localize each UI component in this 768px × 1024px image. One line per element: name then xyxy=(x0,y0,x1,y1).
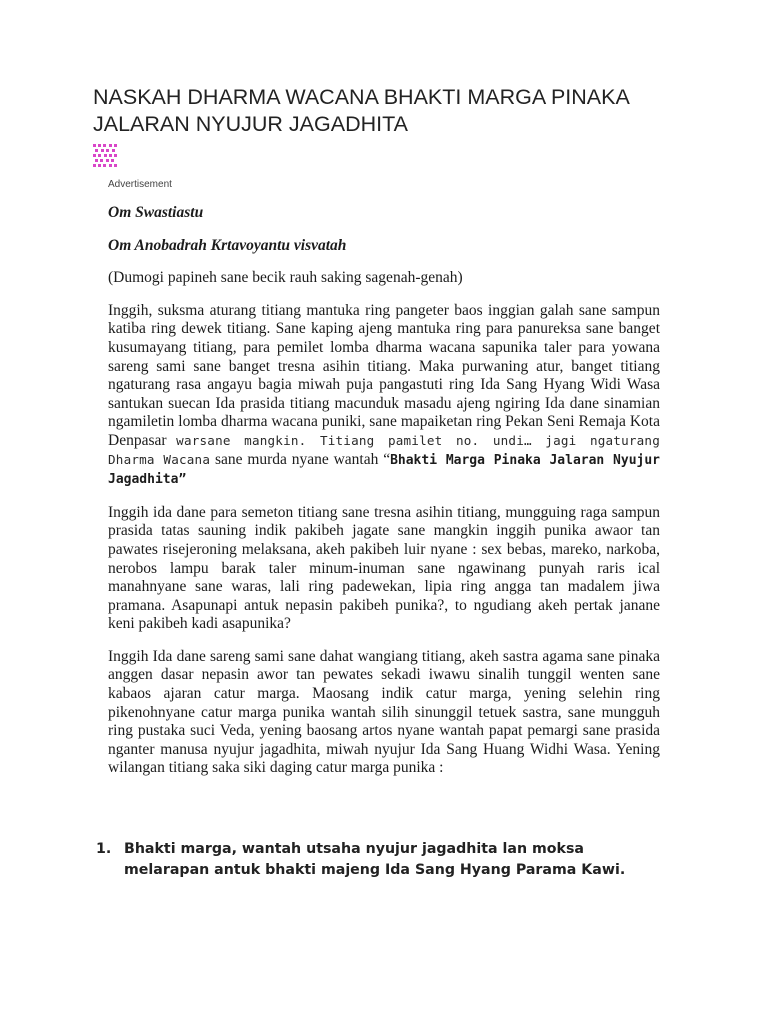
document-body xyxy=(108,204,660,778)
blessing-line: (Dumogi papineh sane becik rauh saking sagenah-genah) xyxy=(108,269,463,287)
greeting-opening: Om Swastiastu xyxy=(108,204,204,221)
advertisement-label: Advertisement xyxy=(108,179,172,190)
list-item-text: Bhakti marga, wantah utsaha nyujur jagadhita lan moksa melarapan antuk bhakti majeng Ida Sang Hyang Parama Kawi. xyxy=(124,841,626,878)
list-item xyxy=(96,839,668,881)
catur-marga-list xyxy=(96,839,668,881)
paragraph-problems: Inggih ida dane para semeton titiang sane tresna asihin titiang, mungguing raga sampun prasida tatas sauning indik pakibeh jagate sane mangkin inggih punika awaor tan pawates risejeroning melaksana, akeh pakibeh luir nyane : sex bebas, mareko, narkoba, nerobos lampu barak taler minum-inuman sane ngawinang punyah raris ical manahnyane sane waras, lali ring padewekan, lipia ring angga tan madalem jiwa pramana. Asapunapi antuk nepasin pakibeh punika?, to ngudiang akeh pertak janane keni pakibeh kadi asapunika? xyxy=(108,503,660,633)
greeting-mantra: Om Anobadrah Krtavoyantu visvatah xyxy=(108,236,347,254)
document-title: NASKAH DHARMA WACANA BHAKTI MARGA PINAKA JALARAN NYUJUR JAGADHITA xyxy=(93,85,629,136)
speech-title: Bhakti Marga Pinaka Jalaran Nyujur Jagadhita xyxy=(108,452,661,488)
paragraph-intro-mono: warsane mangkin. Titiang pamilet no. undi… jagi ngaturang Dharma Wacana xyxy=(108,432,660,467)
paragraph-catur-marga: Inggih Ida dane sareng sami sane dahat wangiang titiang, akeh sastra agama sane pinaka anggen dasar nepasin awor tan pewates sekadi iwawu sinalih tunggil wenten sane kabaos ajaran catur marga. Maosang indik catur marga, yening selehin ring pikenohnyane catur marga punika wantah silih sinunggil tetuek sastra, sane mungguh ring pustaka suci Veda, yening baosang artos nyane wantah papat pemargi sane prasida nganter manusa nyujur jagadhita, miwah nyujur Ida Sang Huang Widhi Wasa. Yening wilangan titiang saka siki daging catur marga punika : xyxy=(108,647,660,777)
paragraph-intro-text: Inggih, suksma aturang titiang mantuka ring pangeter baos inggian galah sane sampun katiba ring dewek titiang. Sane kaping ajeng mantuka ring para panureksa sane banget kusumayang titiang, para pemilet lomba dharma wacana sapunika taler para yowana sareng sami sane banget tresna asihin titiang. Maka purwaning atur, banget titiang ngaturang rasa angayu bagia miwah puja pangastuti ring Ida Sang Hyang Widi Wasa santukan suecan Ida prasida titiang macunduk masadu ajeng ngiring Ida dane sinamian ngamiletin lomba dharma wacana puniki, sane mapaiketan ring Pekan Seni Remaja Kota Denpasar xyxy=(108,301,660,449)
speech-title-quote: ” xyxy=(178,472,187,488)
paragraph-intro xyxy=(108,302,660,490)
list-item-number: 1. xyxy=(96,841,112,857)
ad-placeholder-icon xyxy=(93,144,117,168)
paragraph-intro-tail: sane murda nyane wantah “ xyxy=(214,450,391,468)
